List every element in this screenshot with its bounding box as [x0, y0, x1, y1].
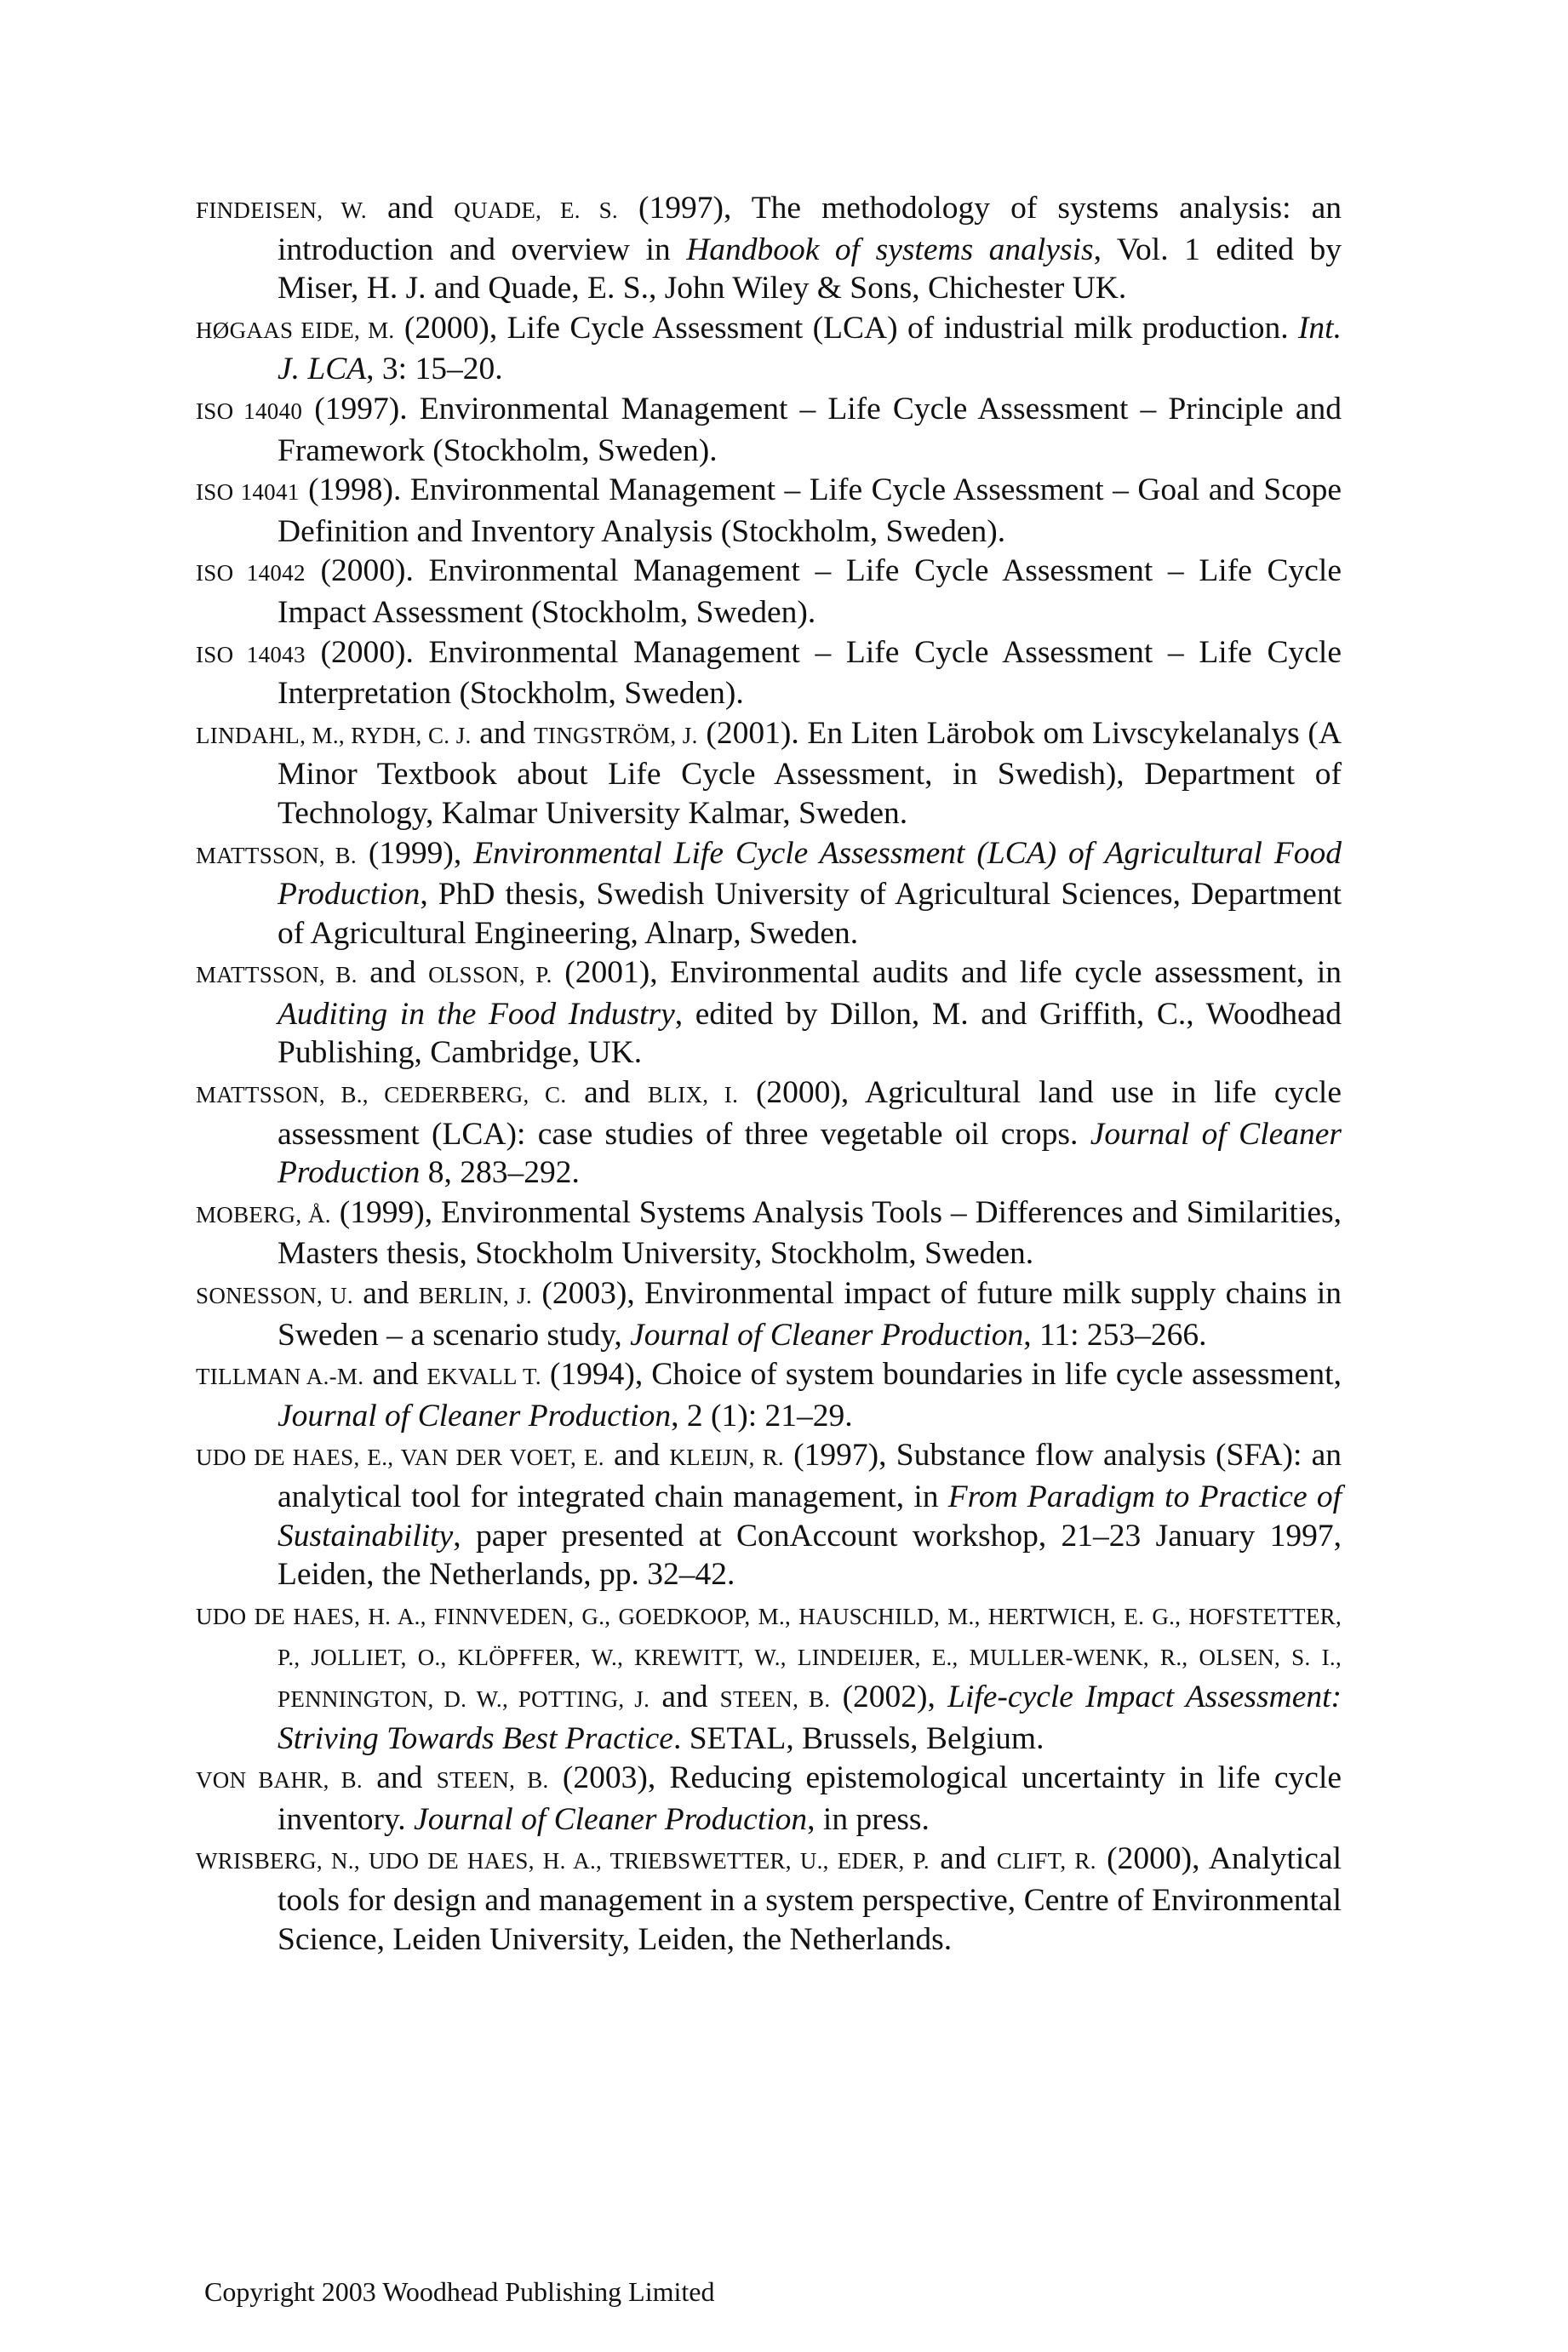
reference-title: From Paradigm to Practice of Sustainability: [278, 1479, 1342, 1554]
reference-entry: [196, 1436, 1342, 1594]
reference-text: (2003), Environmental impact of future milk supply chains in Sweden – a scenario study,: [278, 1276, 1342, 1353]
reference-title: Handbook of systems analysis: [686, 232, 1094, 267]
reference-entry: [196, 1274, 1342, 1354]
reference-entry: [196, 1193, 1342, 1273]
reference-authors: BERLIN, J.: [418, 1283, 532, 1309]
reference-text: (2000). Environmental Management – Life Cycle Assessment – Life Cycle Impact Assessment (Stockholm, Sweden).: [278, 553, 1342, 630]
reference-title: Environmental Life Cycle Assessment (LCA) of Agricultural Food Production: [278, 835, 1342, 913]
reference-text: (2000). Environmental Management – Life Cycle Assessment – Life Cycle Interpretation (Stockholm, Sweden).: [278, 634, 1342, 712]
reference-authors: TINGSTRÖM, J.: [534, 722, 698, 748]
reference-title: Auditing in the Food Industry: [278, 996, 675, 1032]
reference-text: and: [566, 1075, 649, 1111]
reference-text: and: [357, 955, 429, 991]
reference-title: Journal of Cleaner Production: [278, 1116, 1342, 1191]
reference-authors: MATTSSON, B., CEDERBERG, C.: [196, 1082, 567, 1108]
reference-title: Journal of Cleaner Production: [278, 1398, 672, 1434]
reference-entry: [196, 1073, 1342, 1193]
reference-text: (2000), Agricultural land use in life cycle assessment (LCA): case studies of three vegetable oil crops.: [278, 1075, 1342, 1152]
reference-entry: [196, 1355, 1342, 1435]
reference-entry: [196, 309, 1342, 389]
reference-entry: [196, 552, 1342, 632]
reference-authors: ISO 14043: [196, 641, 306, 667]
reference-entry: [196, 1595, 1342, 1758]
reference-text: (1997). Environmental Management – Life Cycle Assessment – Principle and Framework (Stockholm, Sweden).: [278, 391, 1342, 468]
reference-text: (1999), Environmental Systems Analysis Tools – Differences and Similarities, Masters thesis, Stockholm University, Stockholm, Sweden.: [278, 1194, 1342, 1272]
reference-authors: STEEN, B.: [719, 1685, 831, 1712]
reference-text: (2001). En Liten Lärobok om Livscykelanalys (A Minor Textbook about Life Cycle Assessment, in Swedish), Department of Technology, Kalmar University Kalmar, Sweden.: [278, 715, 1342, 831]
reference-authors: ISO 14040: [196, 398, 303, 424]
reference-text: , edited by Dillon, M. and Griffith, C., Woodhead Publishing, Cambridge, UK.: [278, 996, 1342, 1071]
reference-authors: CLIFT, R.: [996, 1848, 1096, 1874]
reference-authors: MATTSSON, B.: [196, 962, 358, 988]
reference-authors: TILLMAN A.-M.: [196, 1364, 364, 1390]
reference-text: (1994), Choice of system boundaries in life cycle assessment,: [541, 1357, 1342, 1393]
reference-authors: STEEN, B.: [436, 1767, 549, 1794]
reference-text: (2001), Environmental audits and life cycle assessment, in: [552, 955, 1342, 991]
reference-text: and: [362, 1760, 437, 1796]
reference-authors: QUADE, E. S.: [454, 197, 618, 223]
reference-entry: [196, 390, 1342, 470]
reference-text: , 2 (1): 21–29.: [671, 1398, 853, 1434]
reference-authors: OLSSON, P.: [428, 962, 552, 988]
reference-authors: HØGAAS EIDE, M.: [196, 317, 395, 343]
reference-authors: WRISBERG, N., UDO DE HAES, H. A., TRIEBSWETTER, U., EDER, P.: [196, 1848, 930, 1874]
reference-title: Life-cycle Impact Assessment: Striving Towards Best Practice: [278, 1679, 1342, 1756]
reference-entry: [196, 471, 1342, 551]
reference-authors: ISO 14041: [196, 479, 300, 506]
reference-text: 8, 283–292.: [420, 1155, 580, 1191]
reference-text: , 3: 15–20.: [366, 352, 503, 387]
reference-text: . SETAL, Brussels, Belgium.: [672, 1720, 1044, 1756]
reference-entry: [196, 189, 1342, 308]
reference-entry: [196, 633, 1342, 713]
reference-text: (1997), The methodology of systems analysis: an introduction and overview in: [278, 191, 1342, 267]
reference-text: , in press.: [807, 1801, 930, 1837]
copyright-footer: Copyright 2003 Woodhead Publishing Limited: [204, 2276, 715, 2307]
reference-entry: [196, 953, 1342, 1073]
reference-authors: VON BAHR, B.: [196, 1767, 363, 1794]
reference-text: and: [366, 191, 455, 226]
reference-authors: SONESSON, U.: [196, 1283, 353, 1309]
reference-authors: UDO DE HAES, E., VAN DER VOET, E.: [196, 1445, 604, 1471]
reference-list: [196, 189, 1342, 1960]
reference-title: Int. J. LCA: [278, 310, 1342, 387]
reference-authors: LINDAHL, M., RYDH, C. J.: [196, 722, 472, 748]
reference-text: and: [650, 1679, 720, 1714]
reference-authors: KLEIJN, R.: [669, 1445, 784, 1471]
reference-text: (1999),: [356, 835, 474, 871]
reference-text: (1998). Environmental Management – Life Cycle Assessment – Goal and Scope Definition and Inventory Analysis (Stockholm, Sweden).: [278, 472, 1342, 549]
reference-text: and: [604, 1438, 670, 1474]
reference-entry: [196, 834, 1342, 953]
reference-text: (2000), Life Cycle Assessment (LCA) of industrial milk production.: [394, 310, 1298, 346]
reference-text: and: [352, 1276, 419, 1312]
reference-text: (2002),: [830, 1679, 948, 1714]
reference-text: , paper presented at ConAccount workshop, 21–23 January 1997, Leiden, the Netherlands, pp. 32–42.: [278, 1518, 1342, 1593]
reference-authors: MOBERG, Å.: [196, 1201, 331, 1228]
reference-authors: UDO DE HAES, H. A., FINNVEDEN, G., GOEDKOOP, M., HAUSCHILD, M., HERTWICH, E. G., HOFSTETTER, P., JOLLIET, O., KLÖPFFER, W., KREWITT, W., LINDEIJER, E., MULLER-WENK, R., OLSEN, S. I., PENNINGTON, D. W., POTTING, J.: [196, 1603, 1342, 1712]
reference-title: Journal of Cleaner Production: [414, 1801, 808, 1837]
reference-text: , PhD thesis, Swedish University of Agricultural Sciences, Department of Agricultural Engineering, Alnarp, Sweden.: [278, 877, 1342, 951]
reference-entry: [196, 1840, 1342, 1959]
reference-text: (1997), Substance flow analysis (SFA): an analytical tool for integrated chain management, in: [278, 1438, 1342, 1514]
reference-text: and: [363, 1357, 427, 1393]
reference-entry: [196, 1759, 1342, 1839]
reference-authors: MATTSSON, B.: [196, 842, 357, 868]
reference-text: (2000), Analytical tools for design and management in a system perspective, Centre of Environmental Science, Leiden University, Leiden, the Netherlands.: [278, 1841, 1342, 1957]
reference-authors: FINDEISEN, W.: [196, 197, 367, 223]
reference-authors: EKVALL T.: [426, 1364, 541, 1390]
reference-text: , Vol. 1 edited by Miser, H. J. and Quade, E. S., John Wiley & Sons, Chichester UK.: [278, 232, 1342, 306]
reference-text: , 11: 253–266.: [1023, 1317, 1207, 1353]
reference-title: Journal of Cleaner Production: [630, 1317, 1024, 1353]
reference-text: and: [471, 715, 535, 751]
reference-text: (2003), Reducing epistemological uncertainty in life cycle inventory.: [278, 1760, 1342, 1837]
reference-authors: ISO 14042: [196, 560, 306, 587]
reference-entry: [196, 714, 1342, 833]
reference-authors: BLIX, I.: [648, 1082, 739, 1108]
reference-text: and: [929, 1841, 997, 1877]
